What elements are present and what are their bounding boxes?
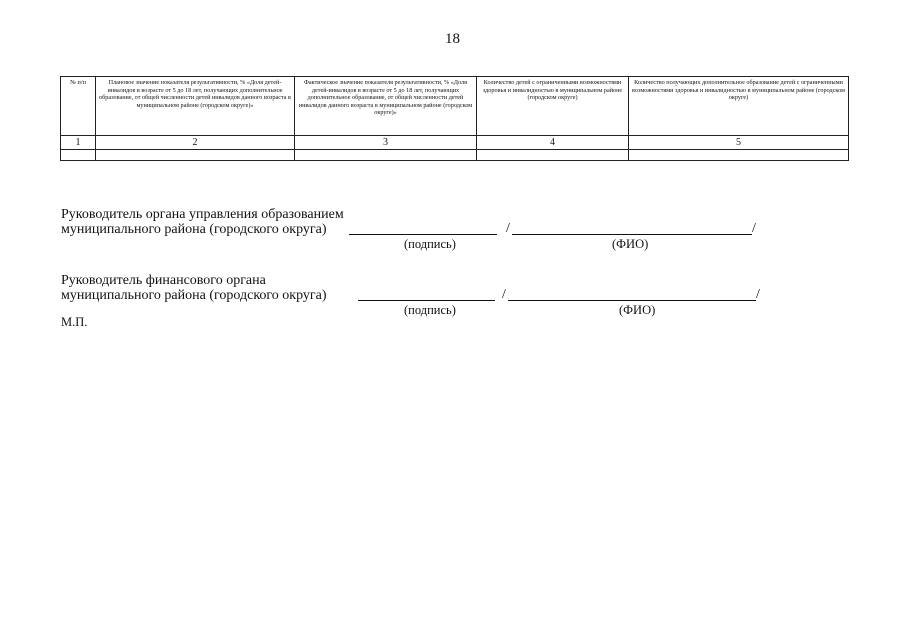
fin-head-slash-close: /	[756, 287, 760, 302]
header-planned-value: Плановое значение показателя результативности, % «Доля детей-инвалидов в возрасте от 5 до 18 лет, получающих дополнительное образование, от общей численности детей инвалидов данного возраста в муниципальном районе (городском округе)»	[96, 77, 295, 136]
table-row	[61, 150, 849, 161]
column-number-4: 4	[477, 136, 629, 150]
fin-head-line2: муниципального района (городского округа)	[61, 288, 327, 303]
table-cell[interactable]	[629, 150, 849, 161]
table-row	[61, 136, 849, 150]
edu-head-slash-close: /	[752, 221, 756, 236]
column-number-5: 5	[629, 136, 849, 150]
edu-head-caption-name: (ФИО)	[612, 237, 649, 251]
table-cell[interactable]	[477, 150, 629, 161]
edu-head-name-field[interactable]	[512, 234, 752, 235]
header-number: № п/п	[61, 77, 96, 136]
edu-head-line1: Руководитель органа управления образованием	[61, 207, 344, 222]
edu-head-caption-sign: (подпись)	[404, 237, 456, 251]
edu-head-line2: муниципального района (городского округа)	[61, 222, 327, 237]
fin-head-caption-sign: (подпись)	[404, 303, 456, 317]
fin-head-title	[61, 273, 327, 303]
fin-head-name-field[interactable]	[508, 300, 756, 301]
edu-head-slash-open: /	[506, 221, 510, 236]
fin-head-signature-field[interactable]	[358, 300, 495, 301]
fin-head-line1: Руководитель финансового органа	[61, 273, 266, 288]
table-cell[interactable]	[295, 150, 477, 161]
header-children-count: Количество детей с ограниченными возможностями здоровья и инвалидностью в муниципальном районе (городском округе)	[477, 77, 629, 136]
page-number: 18	[445, 31, 460, 47]
column-number-3: 3	[295, 136, 477, 150]
edu-head-signature-field[interactable]	[349, 234, 497, 235]
column-number-2: 2	[96, 136, 295, 150]
header-actual-value: Фактическое значение показателя результативности, % «Доля детей-инвалидов в возрасте от 5 до 18 лет, получающих дополнительное образование, от общей численности детей инвалидов данного возраста в муниципальном районе (городском округе)»	[295, 77, 477, 136]
fin-head-caption-name: (ФИО)	[619, 303, 656, 317]
header-receiving-count: Количество получающих дополнительное образование детей с ограниченными возможностями здоровья и инвалидностью в муниципальном районе (городском округе)	[629, 77, 849, 136]
table-cell[interactable]	[61, 150, 96, 161]
stamp-place-label: М.П.	[61, 315, 88, 329]
column-number-1: 1	[61, 136, 96, 150]
edu-head-title	[61, 207, 344, 237]
fin-head-slash-open: /	[502, 287, 506, 302]
table-header-row	[61, 77, 849, 136]
table-cell[interactable]	[96, 150, 295, 161]
results-table	[60, 76, 849, 161]
